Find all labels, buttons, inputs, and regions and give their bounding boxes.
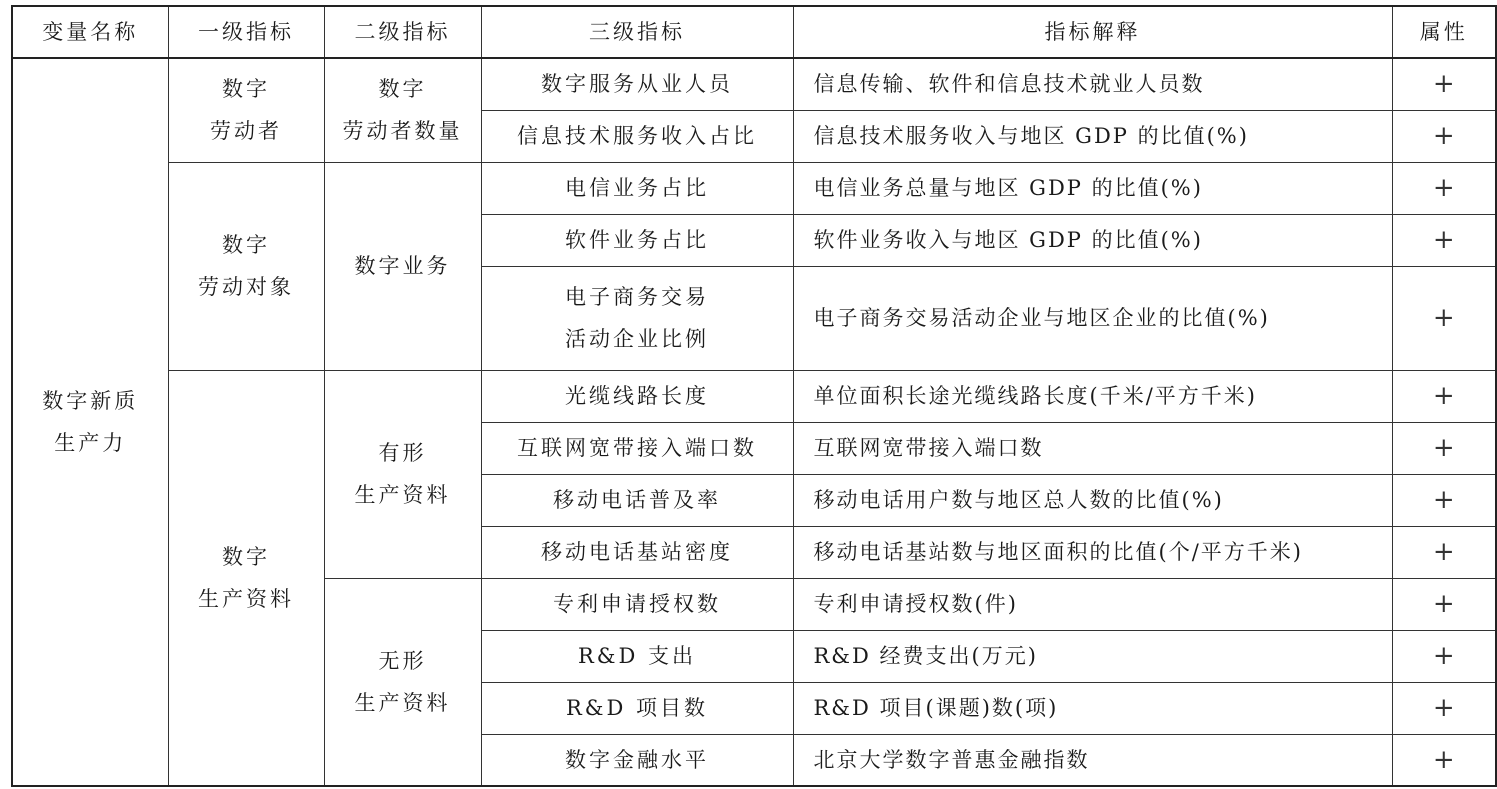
explanation-cell: 移动电话用户数与地区总人数的比值(%)	[793, 474, 1392, 526]
level1-line: 劳动者	[210, 119, 282, 144]
explanation-cell: 专利申请授权数(件)	[793, 578, 1392, 630]
explanation-cell: R&D 经费支出(万元)	[793, 630, 1392, 682]
level2-line: 生产资料	[354, 690, 451, 715]
level3-cell: R&D 支出	[481, 630, 793, 682]
level1-line: 生产资料	[198, 586, 294, 611]
level3-line: 电子商务交易	[565, 285, 709, 309]
attribute-cell: +	[1392, 630, 1496, 682]
variable-name-line: 数字新质	[42, 389, 139, 413]
explanation-cell: 信息技术服务收入与地区 GDP 的比值(%)	[793, 110, 1392, 162]
level2-cell	[324, 578, 481, 786]
attribute-cell: +	[1392, 110, 1496, 162]
level3-cell: 移动电话基站密度	[481, 526, 793, 578]
attribute-cell: +	[1392, 734, 1496, 786]
level2-line: 有形	[378, 441, 427, 465]
explanation-cell: 电子商务交易活动企业与地区企业的比值(%)	[793, 266, 1392, 370]
level3-cell: 移动电话普及率	[481, 474, 793, 526]
level3-line: 活动企业比例	[565, 327, 709, 351]
level3-cell: 软件业务占比	[481, 214, 793, 266]
indicator-table	[11, 5, 1497, 787]
table-row	[12, 162, 1496, 214]
header-row	[12, 6, 1496, 58]
level2-line: 劳动者数量	[342, 119, 463, 144]
level3-cell: 数字金融水平	[481, 734, 793, 786]
level2-cell	[324, 370, 481, 578]
table-row	[12, 58, 1496, 110]
level3-cell: 互联网宽带接入端口数	[481, 422, 793, 474]
attribute-cell: +	[1392, 422, 1496, 474]
level2-line: 数字	[378, 77, 427, 102]
header-level2: 二级指标	[324, 6, 481, 58]
explanation-cell: 信息传输、软件和信息技术就业人员数	[793, 58, 1392, 110]
level1-line: 数字	[222, 77, 270, 102]
header-attribute: 属性	[1392, 6, 1496, 58]
explanation-cell: 互联网宽带接入端口数	[793, 422, 1392, 474]
level2-line: 生产资料	[354, 483, 451, 507]
explanation-cell: 北京大学数字普惠金融指数	[793, 734, 1392, 786]
attribute-cell: +	[1392, 474, 1496, 526]
level1-line: 数字	[222, 233, 270, 257]
explanation-cell: 软件业务收入与地区 GDP 的比值(%)	[793, 214, 1392, 266]
level3-cell: R&D 项目数	[481, 682, 793, 734]
level3-cell	[481, 266, 793, 370]
level3-cell: 电信业务占比	[481, 162, 793, 214]
table-row	[12, 370, 1496, 422]
level1-cell	[168, 162, 324, 370]
level1-cell	[168, 58, 324, 162]
header-level1: 一级指标	[168, 6, 324, 58]
explanation-cell: 电信业务总量与地区 GDP 的比值(%)	[793, 162, 1392, 214]
attribute-cell: +	[1392, 58, 1496, 110]
header-explanation: 指标解释	[793, 6, 1392, 58]
level2-cell	[324, 162, 481, 370]
explanation-cell: 单位面积长途光缆线路长度(千米/平方千米)	[793, 370, 1392, 422]
explanation-cell: R&D 项目(课题)数(项)	[793, 682, 1392, 734]
level3-cell: 专利申请授权数	[481, 578, 793, 630]
level2-line: 数字业务	[354, 254, 451, 278]
variable-name-cell	[12, 58, 168, 786]
variable-name-line: 生产力	[54, 431, 127, 455]
attribute-cell: +	[1392, 370, 1496, 422]
level3-cell: 数字服务从业人员	[481, 58, 793, 110]
attribute-cell: +	[1392, 266, 1496, 370]
attribute-cell: +	[1392, 682, 1496, 734]
level1-line: 数字	[222, 544, 270, 569]
level3-cell: 信息技术服务收入占比	[481, 110, 793, 162]
attribute-cell: +	[1392, 214, 1496, 266]
attribute-cell: +	[1392, 526, 1496, 578]
level2-cell	[324, 58, 481, 162]
attribute-cell: +	[1392, 162, 1496, 214]
explanation-cell: 移动电话基站数与地区面积的比值(个/平方千米)	[793, 526, 1392, 578]
attribute-cell: +	[1392, 578, 1496, 630]
header-variable-name: 变量名称	[12, 6, 168, 58]
level1-line: 劳动对象	[198, 275, 294, 299]
indicator-table-wrapper	[11, 5, 1495, 784]
level3-cell: 光缆线路长度	[481, 370, 793, 422]
level1-cell	[168, 370, 324, 786]
level2-line: 无形	[378, 648, 427, 673]
header-level3: 三级指标	[481, 6, 793, 58]
